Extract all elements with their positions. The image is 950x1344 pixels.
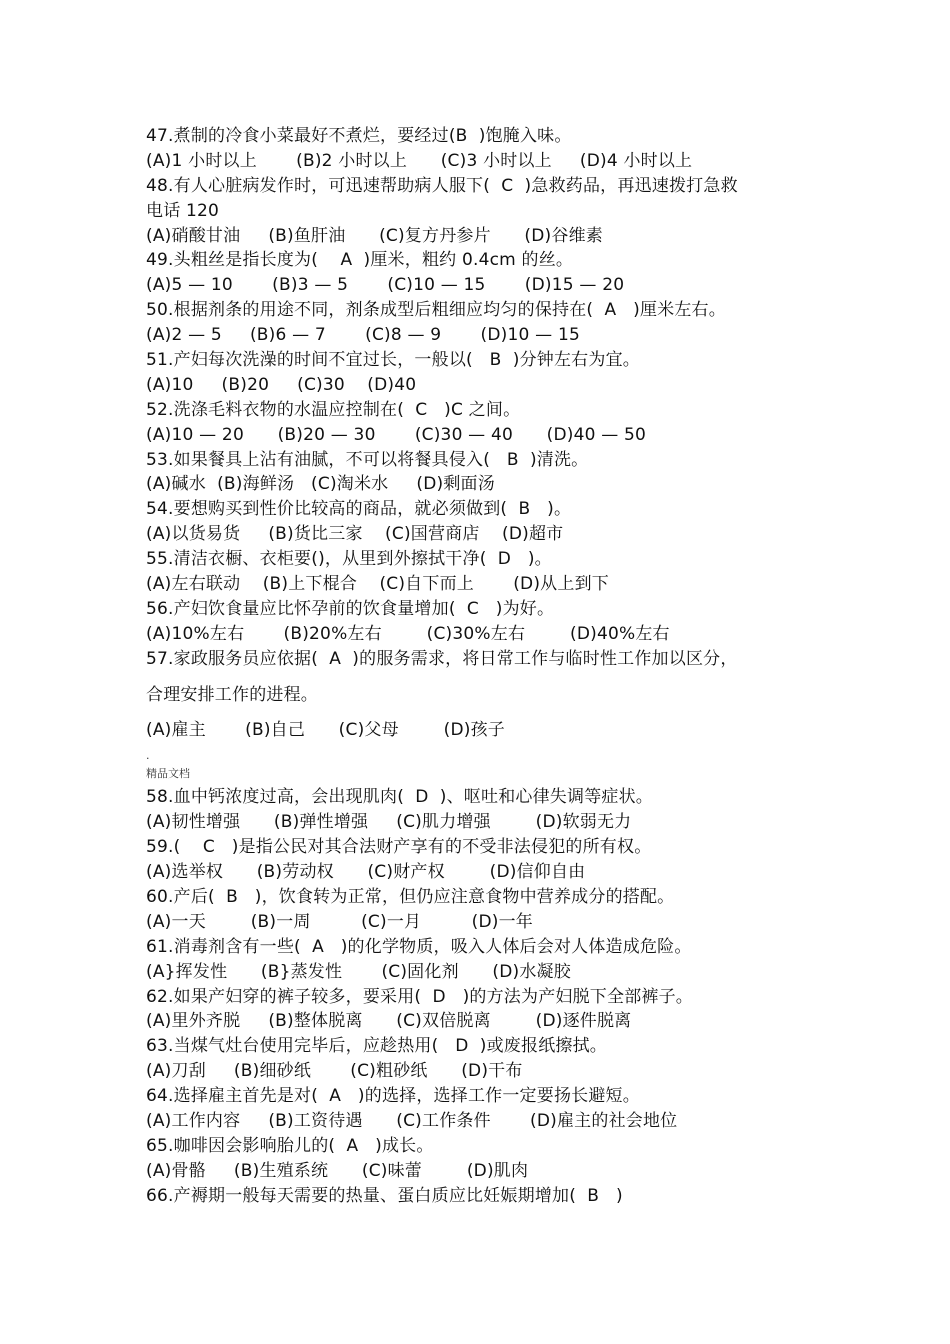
question-line: 55.清洁衣橱、衣柜要()，从里到外擦拭干净( D )。 — [146, 549, 552, 570]
question-block-47-57 — [146, 124, 816, 743]
options-line: (A)10 (B)20 (C)30 (D)40 — [146, 374, 417, 395]
question-line: 48.有人心脏病发作时，可迅速帮助病人服下( C )急救药品，再迅速拨打急救 — [146, 175, 738, 196]
question-line: 56.产妇饮食量应比怀孕前的饮食量增加( C )为好。 — [146, 598, 555, 619]
question-line: 51.产妇每次洗澡的时间不宜过长，一般以( B )分钟左右为宜。 — [146, 350, 640, 371]
options-line: (A)2 — 5 (B)6 — 7 (C)8 — 9 (D)10 — 15 — [146, 325, 580, 346]
options-line: (A)5 — 10 (B)3 — 5 (C)10 — 15 (D)15 — 20 — [146, 275, 625, 296]
question-line: 59.( C )是指公民对其合法财产享有的不受非法侵犯的所有权。 — [146, 837, 652, 858]
page-break-dot: . — [146, 749, 150, 763]
watermark-label: 精品文档 — [146, 767, 190, 781]
options-line: (A}挥发性 (B}蒸发性 (C)固化剂 (D)水凝胶 — [146, 961, 571, 982]
question-line: 50.根据剂条的用途不同，剂条成型后粗细应均匀的保持在( A )厘米左右。 — [146, 300, 726, 321]
document-page — [146, 124, 816, 1209]
question-line: 电话 120 — [146, 200, 220, 221]
options-line: (A)左右联动 (B)上下棍合 (C)自下而上 (D)从上到下 — [146, 574, 609, 595]
question-line: 54.要想购买到性价比较高的商品，就必须做到( B )。 — [146, 499, 572, 520]
question-line: 57.家政服务员应依据( A )的服务需求，将日常工作与临时性工作加以区分， — [146, 648, 738, 669]
options-line: (A)硝酸甘油 (B)鱼肝油 (C)复方丹参片 (D)谷维素 — [146, 225, 603, 246]
options-line: (A)里外齐脱 (B)整体脱离 (C)双倍脱离 (D)逐件脱离 — [146, 1011, 632, 1032]
options-line: (A)雇主 (B)自己 (C)父母 (D)孩子 — [146, 720, 505, 741]
question-line: 61.消毒剂含有一些( A )的化学物质，吸入人体后会对人体造成危险。 — [146, 936, 692, 957]
question-line: 65.咖啡因会影响胎儿的( A )成长。 — [146, 1135, 434, 1156]
options-line: (A)碱水 (B)海鲜汤 (C)淘米水 (D)剩面汤 — [146, 474, 495, 495]
question-line: 47.煮制的冷食小菜最好不煮烂，要经过(B )饱腌入味。 — [146, 126, 572, 146]
question-line: 合理安排工作的进程。 — [146, 684, 318, 705]
question-line: 64.选择雇主首先是对( A )的选择，选择工作一定要扬长避短。 — [146, 1086, 640, 1107]
options-line: (A)骨骼 (B)生殖系统 (C)味蕾 (D)肌肉 — [146, 1160, 529, 1181]
question-line: 53.如果餐具上沾有油腻，不可以将餐具侵入( B )清洗。 — [146, 449, 589, 470]
options-line: (A)1 小时以上 (B)2 小时以上 (C)3 小时以上 (D)4 小时以上 — [146, 150, 693, 171]
options-line: (A)韧性增强 (B)弹性增强 (C)肌力增强 (D)软弱无力 — [146, 812, 632, 833]
question-line: 49.头粗丝是指长度为( A )厘米，粗约 0.4cm 的丝。 — [146, 250, 574, 271]
question-line: 52.洗涤毛料衣物的水温应控制在( C )C 之间。 — [146, 399, 521, 420]
options-line: (A)以货易货 (B)货比三家 (C)国营商店 (D)超市 — [146, 524, 564, 545]
options-line: (A)工作内容 (B)工资待遇 (C)工作条件 (D)雇主的社会地位 — [146, 1110, 678, 1131]
question-line: 58.血中钙浓度过高，会出现肌肉( D )、呕吐和心律失调等症状。 — [146, 787, 654, 808]
question-line: 66.产褥期一般每天需要的热量、蛋白质应比妊娠期增加( B ) — [146, 1185, 623, 1206]
options-line: (A)刀刮 (B)细砂纸 (C)粗砂纸 (D)干布 — [146, 1061, 523, 1082]
options-line: (A)选举权 (B)劳动权 (C)财产权 (D)信仰自由 — [146, 862, 586, 883]
options-line: (A)一天 (B)一周 (C)一月 (D)一年 — [146, 911, 534, 932]
options-line: (A)10%左右 (B)20%左右 (C)30%左右 (D)40%左右 — [146, 623, 670, 644]
options-line: (A)10 — 20 (B)20 — 30 (C)30 — 40 (D)40 — 50 — [146, 424, 647, 445]
question-line: 60.产后( B )，饮食转为正常，但仍应注意食物中营养成分的搭配。 — [146, 886, 675, 907]
question-line: 63.当煤气灶台使用完毕后，应趁热用( D )或废报纸擦拭。 — [146, 1036, 608, 1057]
question-line: 62.如果产妇穿的裤子较多，要采用( D )的方法为产妇脱下全部裤子。 — [146, 986, 694, 1007]
question-block-58-66 — [146, 785, 816, 1208]
